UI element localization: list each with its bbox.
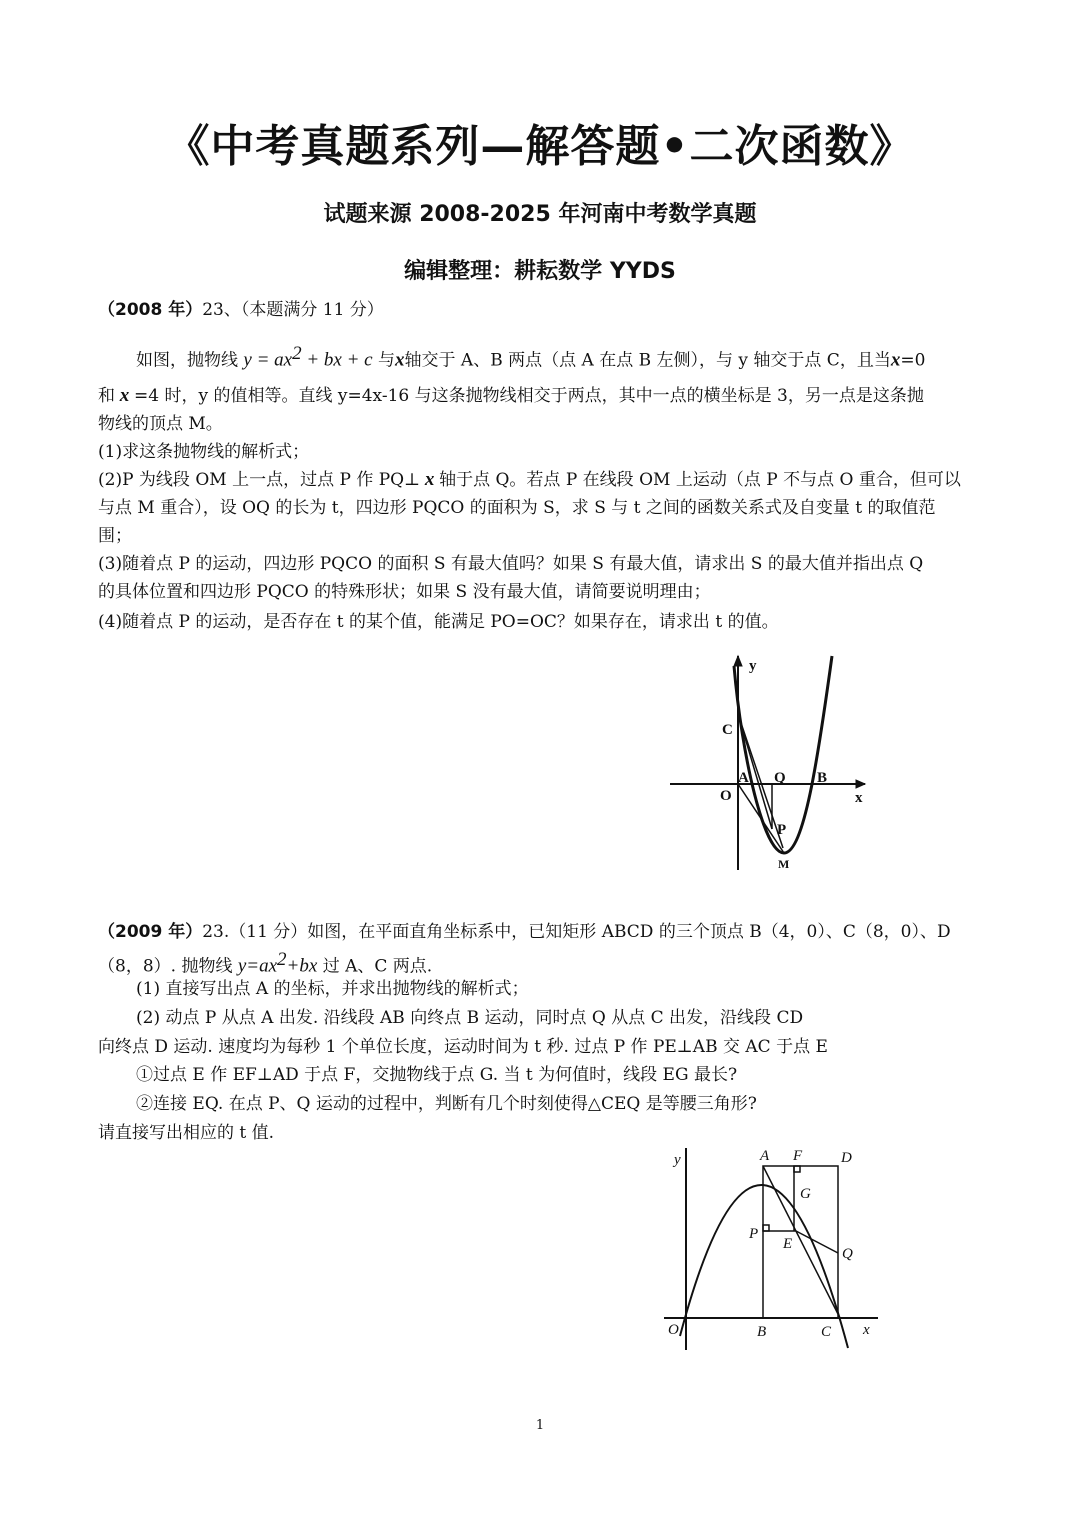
q2009-part2-sub1: ①过点 E 作 EF⊥AD 于点 F，交抛物线于点 G. 当 t 为何值时，线段 EG 最长? bbox=[136, 1065, 738, 1085]
q2008-stem-line1: 如图，抛物线 $y = ax^2$ + bx + c 与x轴交于 A、B 两点（点 A 在点 B 左侧），与 y 轴交于点 C，且当x=0 bbox=[136, 343, 926, 371]
q2009-label-g: G bbox=[800, 1186, 811, 1202]
q2009-label-p: P bbox=[749, 1226, 759, 1242]
q2009-label-a: A bbox=[760, 1148, 770, 1164]
q2009-label-b: B bbox=[757, 1324, 767, 1340]
q2008-label-a: A bbox=[738, 770, 749, 786]
q2008-part2-line1: (2)P 为线段 OM 上一点，过点 P 作 PQ⊥ x 轴于点 Q。若点 P 在线段 OM 上运动（点 P 不与点 O 重合，但可以 bbox=[98, 469, 961, 490]
q2008-label-y: y bbox=[749, 658, 757, 674]
q2009-part2-line2: 向终点 D 运动. 速度均为每秒 1 个单位长度，运动时间为 t 秒. 过点 P 作 PE⊥AB 交 AC 于点 E bbox=[98, 1037, 828, 1057]
q2008-parabola-eq: y bbox=[243, 349, 252, 371]
q2009-figure bbox=[660, 1140, 890, 1360]
q2008-head: 23、（本题满分 11 分） bbox=[202, 300, 384, 320]
source-line: 试题来源 2008-2025 年河南中考数学真题 bbox=[323, 202, 757, 227]
q2009-label-o: O bbox=[668, 1322, 679, 1338]
q2009-year-tag: （2009 年） bbox=[98, 922, 203, 942]
q2008-figure bbox=[660, 648, 880, 878]
q2008-label-m: M bbox=[778, 857, 790, 871]
q2008-part2-line3: 围； bbox=[98, 526, 132, 546]
q2009-part2-sub2: ②连接 EQ. 在点 P、Q 运动的过程中，判断有几个时刻使得△CEQ 是等腰三角形? bbox=[136, 1094, 757, 1114]
q2008-heading bbox=[98, 296, 984, 324]
q2008-part4: (4)随着点 P 的运动，是否存在 t 的某个值，能满足 PO=OC？如果存在，请求出 t 的值。 bbox=[98, 612, 779, 632]
q2009-line1: （2009 年）23.（11 分）如图，在平面直角坐标系中，已知矩形 ABCD 的三个顶点 B（4，0）、C（8，0）、D bbox=[98, 922, 951, 942]
q2008-label-x: x bbox=[855, 790, 863, 806]
q2009-label-c: C bbox=[821, 1324, 832, 1340]
q2009-label-e: E bbox=[783, 1236, 793, 1252]
q2008-year-tag: （2008 年） bbox=[98, 300, 203, 320]
page-number: 1 bbox=[535, 1418, 545, 1433]
q2008-label-o: O bbox=[720, 788, 732, 804]
q2009-label-q: Q bbox=[842, 1246, 853, 1262]
q2008-part2-line2: 与点 M 重合），设 OQ 的长为 t，四边形 PQCO 的面积为 S，求 S 与 t 之间的函数关系式及自变量 t 的取值范 bbox=[98, 498, 936, 518]
q2008-part1: (1)求这条抛物线的解析式； bbox=[98, 442, 310, 462]
q2009-label-d: D bbox=[841, 1150, 852, 1166]
q2008-label-p: P bbox=[777, 822, 787, 838]
q2009-label-y: y bbox=[674, 1152, 681, 1168]
q2008-part3-line2: 的具体位置和四边形 PQCO 的特殊形状；如果 S 没有最大值，请简要说明理由； bbox=[98, 582, 711, 602]
q2009-part2-line3: 请直接写出相应的 t 值. bbox=[98, 1123, 275, 1143]
q2008-stem-line2: 和 x =4 时，y 的值相等。直线 y=4x-16 与这条抛物线相交于两点，其中一点的横坐标是 3，另一点是这条抛 bbox=[98, 385, 924, 406]
q2008-part3-line1: (3)随着点 P 的运动，四边形 PQCO 的面积 S 有最大值吗？如果 S 有最大值，请求出 S 的最大值并指出点 Q bbox=[98, 554, 924, 574]
editor-line: 编辑整理：耕耘数学 YYDS bbox=[404, 259, 676, 284]
q2008-label-q: Q bbox=[774, 770, 786, 786]
q2009-label-f: F bbox=[793, 1148, 803, 1164]
q2009-label-x: x bbox=[863, 1322, 870, 1338]
q2009-part1: (1) 直接写出点 A 的坐标，并求出抛物线的解析式； bbox=[136, 979, 529, 999]
q2008-label-b: B bbox=[817, 770, 828, 786]
q2008-stem-line3: 物线的顶点 M。 bbox=[98, 414, 223, 434]
q2009-line2: （8，8）. 抛物线 $y=ax^2+bx$ 过 A、C 两点. bbox=[98, 949, 433, 977]
q2008-label-c: C bbox=[722, 722, 733, 738]
q2009-part2-line1: (2) 动点 P 从点 A 出发. 沿线段 AB 向终点 B 运动，同时点 Q 从点 C 出发，沿线段 CD bbox=[136, 1008, 804, 1028]
page-title: 《中考真题系列—解答题•二次函数》 bbox=[165, 121, 915, 172]
